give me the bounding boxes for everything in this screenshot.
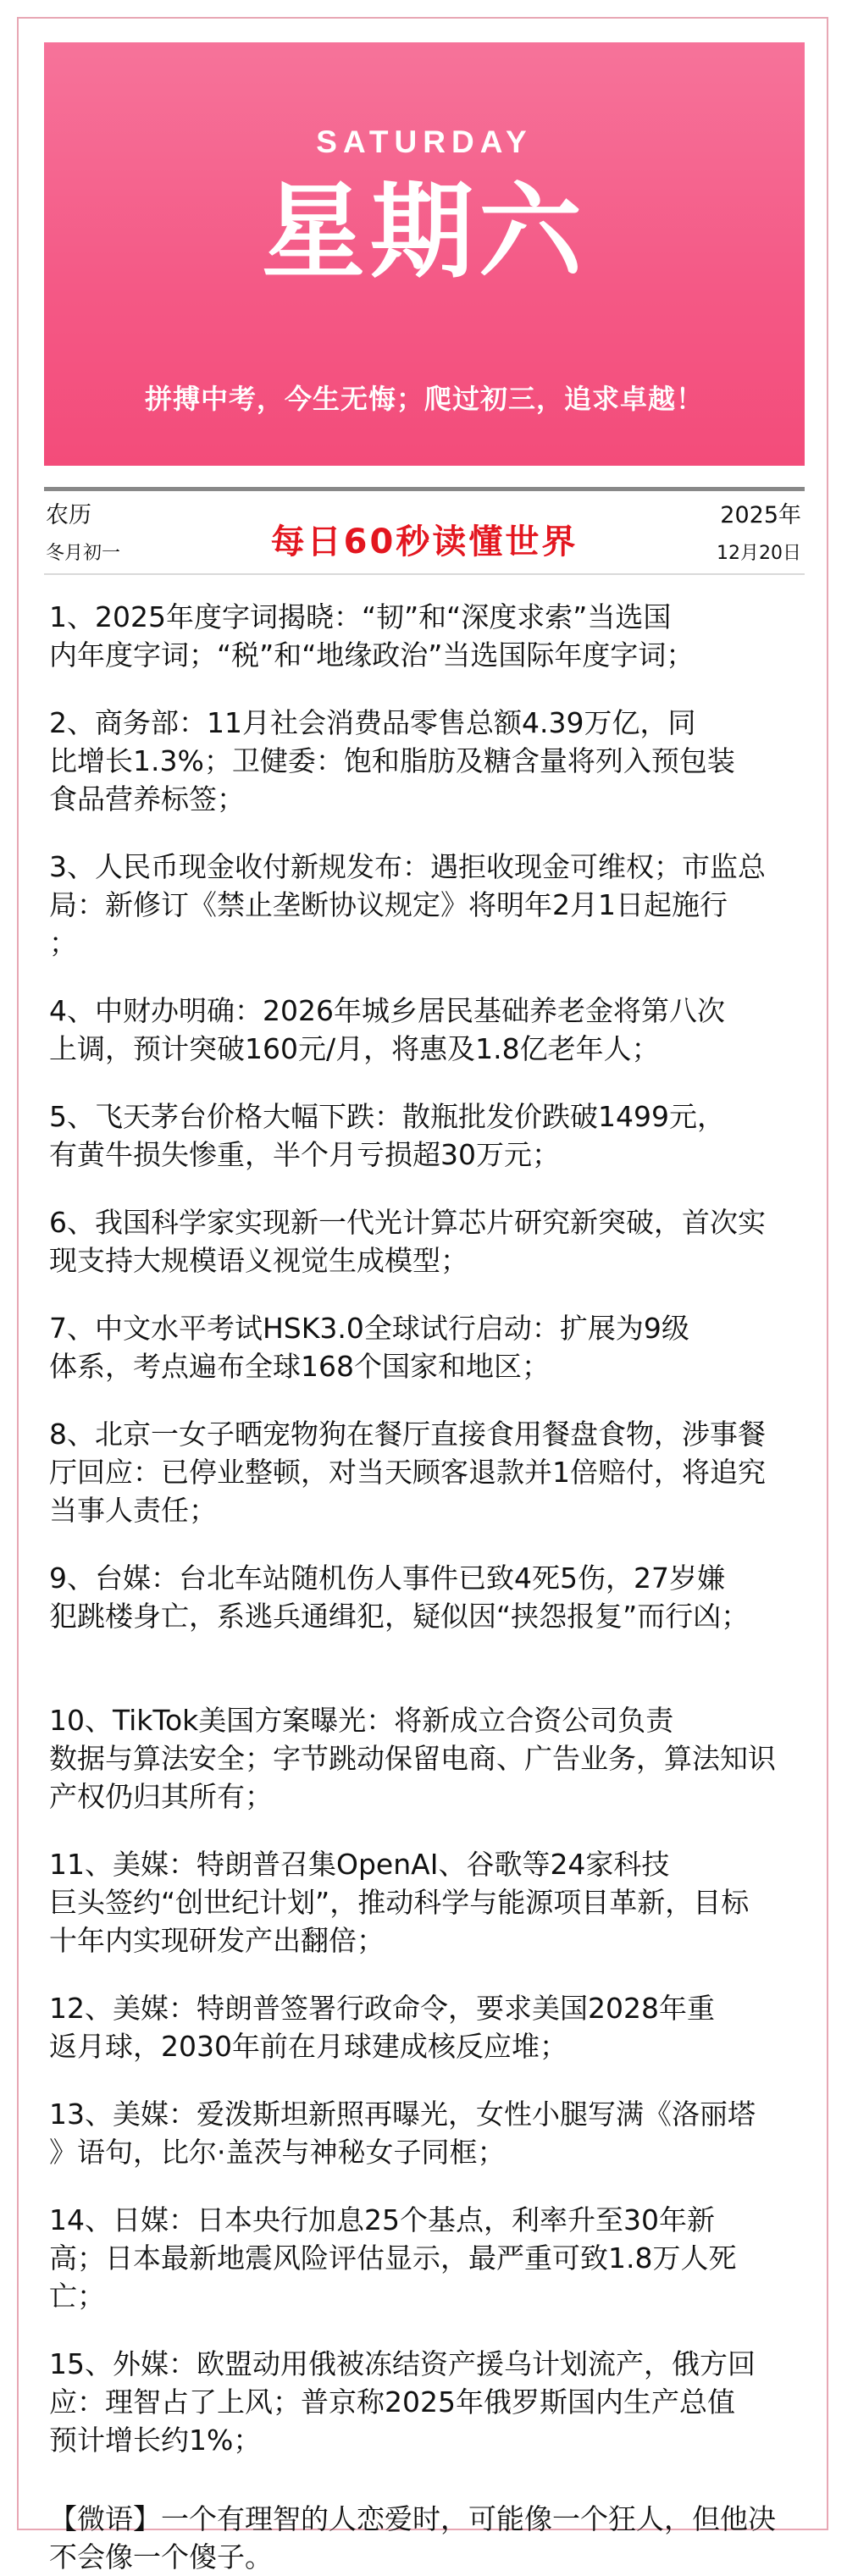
news-line: 巨头签约“创世纪计划”，推动科学与能源项目革新，目标 [49, 1886, 750, 1919]
news-item-5 [49, 1097, 807, 1174]
date-info-row [44, 487, 805, 575]
quote-line: 不会像一个傻子。 [49, 2540, 273, 2573]
news-item-10 [49, 1701, 807, 1816]
news-item-13 [49, 2095, 807, 2171]
news-line: 当事人责任； [49, 1494, 217, 1527]
news-line: 亡； [49, 2280, 105, 2313]
news-line: 比增长1.3%；卫健委：饱和脂肪及糖含量将列入预包装 [49, 744, 735, 777]
news-line: 有黄牛损失惨重，半个月亏损超30万元； [49, 1138, 560, 1171]
news-line: 12、美媒：特朗普签署行政命令，要求美国2028年重 [49, 1992, 715, 2025]
daily-quote [49, 2500, 807, 2576]
page-title: 每日60秒读懂世界 [270, 522, 579, 561]
news-line: 3、人民币现金收付新规发布：遇拒收现金可维权；市监总 [49, 850, 766, 883]
news-line: 4、中财办明确：2026年城乡居民基础养老金将第八次 [49, 994, 725, 1027]
news-line: 》语句，比尔·盖茨与神秘女子同框； [49, 2136, 506, 2169]
news-item-14 [49, 2201, 807, 2315]
news-item-9 [49, 1559, 807, 1635]
news-line: 7、中文水平考试HSK3.0全球试行启动：扩展为9级 [49, 1312, 689, 1345]
news-line: 厅回应：已停业整顿，对当天顾客退款并1倍赔付，将追究 [49, 1456, 766, 1489]
news-line: 预计增长约1%； [49, 2424, 262, 2457]
news-item-4 [49, 992, 807, 1068]
day-banner [44, 42, 805, 466]
news-line: 应：理智占了上风；普京称2025年俄罗斯国内生产总值 [49, 2385, 735, 2418]
news-item-6 [49, 1203, 807, 1280]
news-item-1 [49, 598, 807, 674]
lunar-date: 冬月初一 [46, 543, 121, 564]
news-line: 局：新修订《禁止垄断协议规定》将明年2月1日起施行 [49, 888, 728, 921]
news-line: 产权仍归其所有； [49, 1780, 273, 1813]
news-line: 食品营养标签； [49, 782, 245, 815]
news-line: 15、外媒：欧盟动用俄被冻结资产援乌计划流产，俄方回 [49, 2347, 756, 2380]
news-item-3 [49, 848, 807, 962]
lunar-label: 农历 [46, 502, 91, 528]
news-item-15 [49, 2345, 807, 2459]
news-line: 10、TikTok美国方案曝光：将新成立合资公司负责 [49, 1704, 674, 1737]
news-line: ； [49, 926, 77, 959]
news-item-8 [49, 1415, 807, 1529]
news-line: 犯跳楼身亡，系逃兵通缉犯，疑似因“挟怨报复”而行凶； [49, 1600, 750, 1633]
news-list [49, 598, 807, 2576]
news-line: 返月球，2030年前在月球建成核反应堆； [49, 2030, 567, 2063]
quote-line: 【微语】一个有理智的人恋爱时，可能像一个狂人，但他决 [49, 2502, 776, 2535]
news-line: 2、商务部：11月社会消费品零售总额4.39万亿，同 [49, 706, 696, 739]
news-line: 数据与算法安全；字节跳动保留电商、广告业务，算法知识 [49, 1742, 776, 1775]
date-label: 12月20日 [717, 543, 801, 564]
news-item-7 [49, 1309, 807, 1385]
news-line: 1、2025年度字词揭晓：“韧”和“深度求索”当选国 [49, 600, 672, 633]
news-item-11 [49, 1845, 807, 1960]
slogan: 拼搏中考，今生无悔；爬过初三，追求卓越！ [144, 383, 704, 415]
news-line: 十年内实现研发产出翻倍； [49, 1924, 385, 1957]
news-item-2 [49, 704, 807, 818]
news-line: 体系，考点遍布全球168个国家和地区； [49, 1350, 550, 1383]
news-line: 14、日媒：日本央行加息25个基点，利率升至30年新 [49, 2203, 715, 2236]
news-item-12 [49, 1989, 807, 2065]
news-line: 5、飞天茅台价格大幅下跌：散瓶批发价跌破1499元， [49, 1100, 725, 1133]
news-line: 现支持大规模语义视觉生成模型； [49, 1244, 468, 1277]
news-line: 内年度字词；“税”和“地缘政治”当选国际年度字词； [49, 638, 695, 672]
news-line: 13、美媒：爱泼斯坦新照再曝光，女性小腿写满《洛丽塔 [49, 2098, 756, 2131]
news-line: 8、北京一女子晒宠物狗在餐厅直接食用餐盘食物，涉事餐 [49, 1418, 766, 1451]
weekday-chinese: 星期六 [262, 170, 587, 292]
news-line: 高；日本最新地震风险评估显示，最严重可致1.8万人死 [49, 2242, 737, 2275]
news-line: 11、美媒：特朗普召集OpenAI、谷歌等24家科技 [49, 1848, 670, 1881]
weekday-english: SATURDAY [316, 124, 533, 159]
news-line: 6、我国科学家实现新一代光计算芯片研究新突破，首次实 [49, 1206, 766, 1239]
year-label: 2025年 [720, 502, 801, 528]
news-line: 上调，预计突破160元/月，将惠及1.8亿老年人； [49, 1032, 660, 1065]
news-line: 9、台媒：台北车站随机伤人事件已致4死5伤，27岁嫌 [49, 1562, 725, 1595]
